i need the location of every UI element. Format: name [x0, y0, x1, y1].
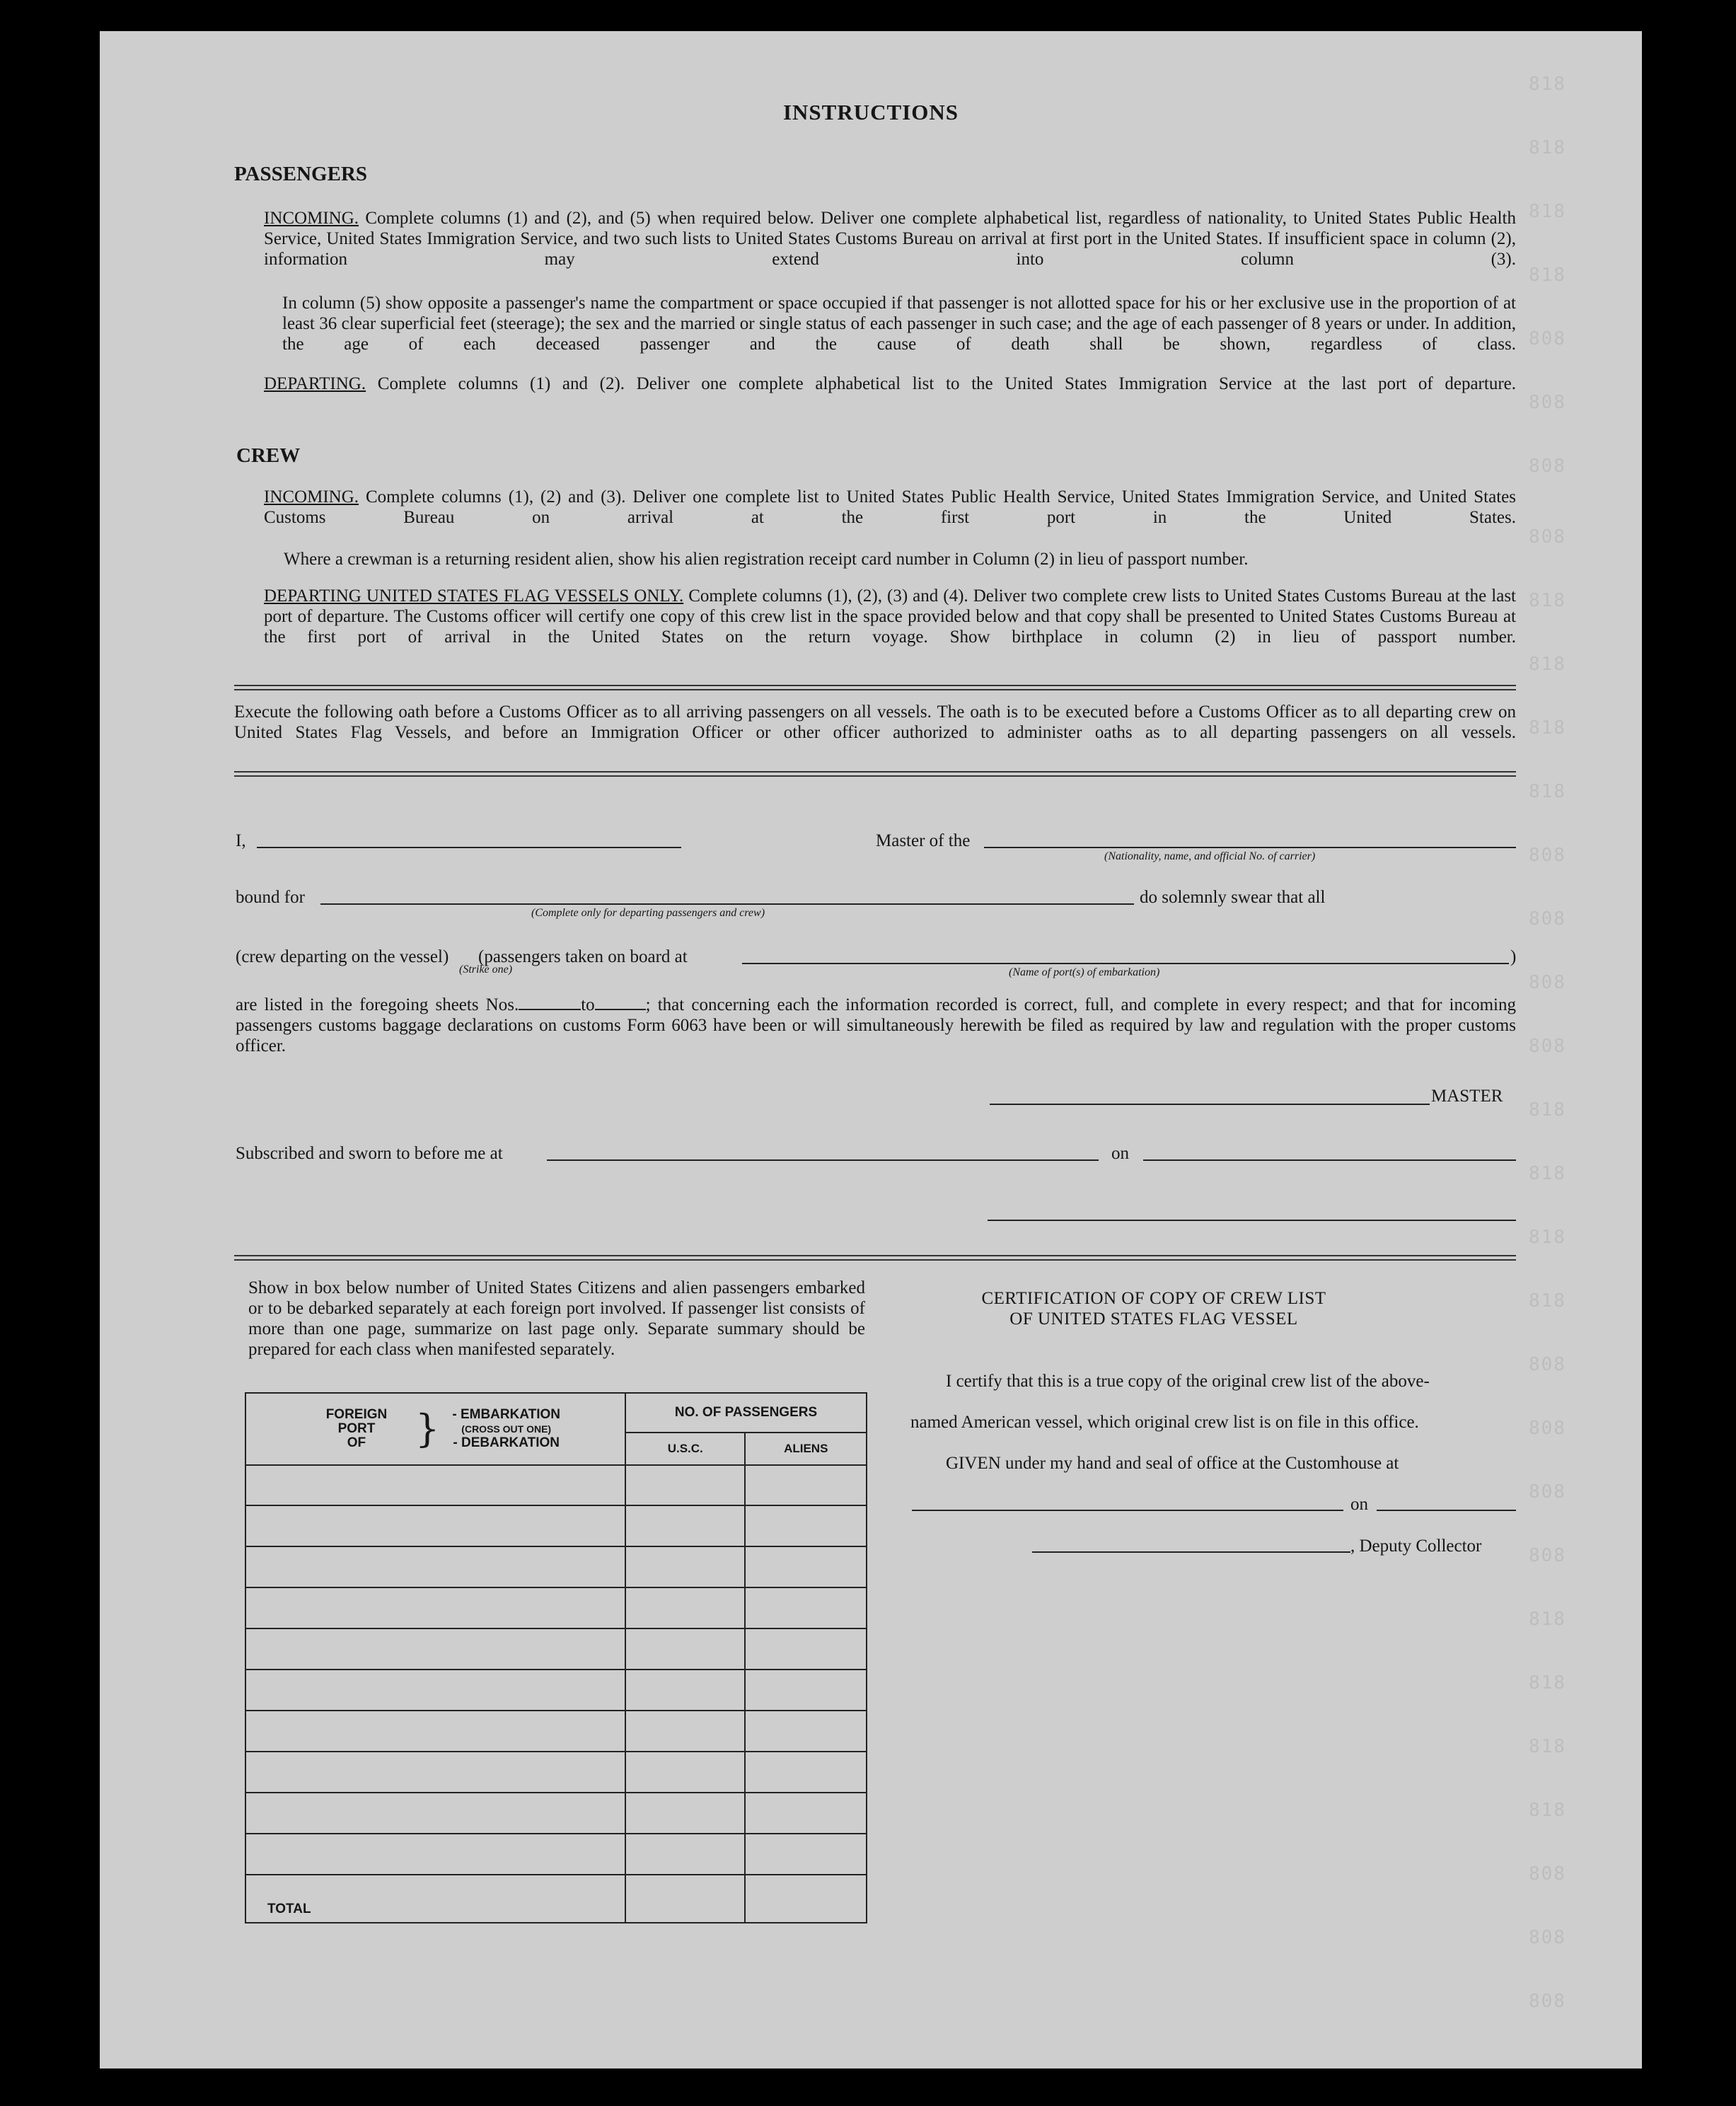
port-cell[interactable]	[245, 1711, 625, 1752]
usc-cell[interactable]	[625, 1505, 745, 1546]
passengers-incoming-paragraph	[264, 208, 1516, 270]
aliens-cell[interactable]	[745, 1834, 867, 1875]
subscribed-label: Subscribed and sworn to before me at	[236, 1144, 503, 1163]
sheet-to-field[interactable]	[595, 996, 646, 1010]
usc-header: U.S.C.	[625, 1433, 745, 1465]
certification-on-label: on	[1350, 1495, 1368, 1514]
usc-cell[interactable]	[625, 1465, 745, 1505]
embarkation-ports-caption: (Name of port(s) of embarkation)	[1009, 966, 1160, 978]
usc-cell[interactable]	[625, 1670, 745, 1711]
passengers-incoming-text: Complete columns (1) and (2), and (5) when required below. Deliver one complete alphabetical list, regardless of nationality, to United States Public Health Service, United States Immigration Service, and two such lists to United States Customs Bureau on arrival at first port in the United States. If insufficient space in column (2), information may extend into column (3).	[264, 209, 1516, 269]
carrier-field[interactable]	[984, 847, 1516, 848]
certification-date-field[interactable]	[1377, 1510, 1516, 1511]
aliens-cell[interactable]	[745, 1711, 867, 1752]
brace-icon: }	[415, 1406, 440, 1451]
bleed-through-marks: 818 818 818 818 808 808 808 808 818 818 818 818 808 808 808 808 818 818 818 818 808 808 808 808 818 818 818 818 808 808 808	[1529, 74, 1566, 2012]
subscribed-place-field[interactable]	[547, 1159, 1099, 1161]
total-usc-cell[interactable]	[625, 1875, 745, 1923]
crew-incoming-text: Complete columns (1), (2) and (3). Deliver one complete list to United States Public Health Service, United States Immigration Service, and United States Customs Bureau on arrival at the first port in the United States.	[264, 487, 1516, 527]
port-cell[interactable]	[245, 1465, 625, 1505]
header-of: OF	[347, 1435, 366, 1450]
aliens-cell[interactable]	[745, 1752, 867, 1793]
divider-rule	[234, 685, 1516, 690]
solemnly-swear-text: do solemnly swear that all	[1140, 888, 1326, 907]
port-cell[interactable]	[245, 1587, 625, 1628]
master-signature-field[interactable]	[990, 1104, 1430, 1105]
oath-i-label: I,	[236, 831, 246, 850]
master-label: MASTER	[1431, 1087, 1503, 1106]
header-foreign: FOREIGN	[325, 1407, 388, 1422]
debarkation-option[interactable]: - DEBARKATION	[453, 1435, 560, 1450]
port-cell[interactable]	[245, 1505, 625, 1546]
bound-for-caption: (Complete only for departing passengers and crew)	[531, 907, 765, 919]
port-cell[interactable]	[245, 1628, 625, 1670]
aliens-cell[interactable]	[745, 1587, 867, 1628]
embarkation-ports-field[interactable]	[742, 963, 1509, 964]
port-cell[interactable]	[245, 1752, 625, 1793]
aliens-header: ALIENS	[745, 1433, 867, 1465]
passengers-column5-paragraph: In column (5) show opposite a passenger's name the compartment or space occupied if that passenger is not allotted space for his or her exclusive use in the proportion of at least 36 clear superficial feet (steerage); the sex and the married or single status of each passenger in such case; and the age of each passenger of 8 years or under. In addition, the age of each deceased passenger and the cause of death shall be shown, regardless of class.	[282, 294, 1516, 354]
crew-heading: CREW	[236, 444, 301, 467]
deputy-collector-signature-field[interactable]	[1032, 1551, 1350, 1553]
total-label-cell	[245, 1875, 625, 1923]
certify-line2: named American vessel, which original crew list is on file in this office.	[910, 1413, 1419, 1432]
passengers-departing-label: DEPARTING.	[264, 374, 366, 393]
usc-cell[interactable]	[625, 1711, 745, 1752]
crew-incoming-label: INCOMING.	[264, 487, 359, 507]
passengers-departing-text: Complete columns (1) and (2). Deliver one complete alphabetical list to the United States Immigration Service at the last port of departure.	[377, 374, 1516, 393]
no-of-passengers-header: NO. OF PASSENGERS	[625, 1393, 867, 1433]
strike-one-caption: (Strike one)	[459, 964, 513, 976]
aliens-cell[interactable]	[745, 1465, 867, 1505]
bound-for-label: bound for	[236, 888, 305, 907]
instructions-title: INSTRUCTIONS	[782, 100, 959, 125]
crew-departing-text: Complete columns (1), (2), (3) and (4). Deliver two complete crew lists to United States Customs Bureau at the last port of departure. The Customs officer will certify one copy of this crew list in the space provided below and that copy shall be presented to United States Customs Bureau at the first port of arrival in the United States on the return voyage. Show birthplace in column (2) in lieu of passport number.	[264, 586, 1516, 647]
close-paren: )	[1510, 947, 1517, 966]
crew-departing-paragraph	[264, 586, 1516, 647]
total-aliens-cell[interactable]	[745, 1875, 867, 1923]
port-cell[interactable]	[245, 1670, 625, 1711]
divider-rule	[234, 771, 1516, 777]
passengers-heading: PASSENGERS	[234, 163, 368, 185]
carrier-caption: (Nationality, name, and official No. of carrier)	[1104, 850, 1316, 862]
crew-resident-paragraph: Where a crewman is a returning resident alien, show his alien registration receipt card number in Column (2) in lieu of passport number.	[284, 550, 1249, 569]
usc-cell[interactable]	[625, 1793, 745, 1834]
cross-out-one-note: (CROSS OUT ONE)	[461, 1423, 552, 1435]
master-of-the-label: Master of the	[876, 831, 971, 850]
embarkation-option[interactable]: - EMBARKATION	[452, 1407, 561, 1422]
usc-cell[interactable]	[625, 1587, 745, 1628]
usc-cell[interactable]	[625, 1752, 745, 1793]
port-cell[interactable]	[245, 1793, 625, 1834]
customhouse-place-field[interactable]	[912, 1510, 1343, 1511]
crew-departing-option[interactable]: (crew departing on the vessel)	[236, 947, 449, 966]
passengers-departing-paragraph	[264, 374, 1516, 394]
foreign-port-header	[245, 1393, 625, 1465]
deputy-collector-label: , Deputy Collector	[1350, 1537, 1482, 1556]
listed-text-b: ; that concerning each the information recorded is correct, full, and complete in every respect; and that for incoming passengers customs baggage declarations on customs Form 6063 have been or will simultaneously herewith be filed as required by law and regulation with the proper customs officer.	[236, 995, 1516, 1055]
port-cell[interactable]	[245, 1834, 625, 1875]
subscribed-on-label: on	[1111, 1144, 1129, 1163]
passengers-taken-option[interactable]: (passengers taken on board at	[478, 947, 688, 966]
certification-title-line1: CERTIFICATION OF COPY OF CREW LIST	[981, 1289, 1326, 1308]
usc-cell[interactable]	[625, 1546, 745, 1587]
listed-paragraph	[236, 995, 1516, 1056]
oath-intro-paragraph: Execute the following oath before a Customs Officer as to all arriving passengers on all vessels. The oath is to be executed before a Customs Officer as to all departing crew on United States Flag Vessels, and before an Immigration Officer or other officer authorized to administer oaths as to all departing passengers on all vessels.	[234, 702, 1516, 742]
listed-text-a: are listed in the foregoing sheets Nos.	[236, 995, 519, 1014]
certification-title	[906, 1288, 1401, 1329]
given-text: GIVEN under my hand and seal of office at the Customhouse at	[946, 1454, 1399, 1473]
bound-for-field[interactable]	[320, 903, 1134, 905]
passengers-incoming-label: INCOMING.	[264, 209, 359, 228]
master-name-field[interactable]	[257, 847, 681, 848]
usc-cell[interactable]	[625, 1834, 745, 1875]
port-cell[interactable]	[245, 1546, 625, 1587]
summary-intro-paragraph: Show in box below number of United States Citizens and alien passengers embarked or to be debarked separately at each foreign port involved. If passenger list consists of more than one page, summarize on last page only. Separate summary should be prepared for each class when manifested separately.	[248, 1278, 865, 1359]
aliens-cell[interactable]	[745, 1546, 867, 1587]
usc-cell[interactable]	[625, 1628, 745, 1670]
aliens-cell[interactable]	[745, 1793, 867, 1834]
crew-incoming-paragraph	[264, 487, 1516, 528]
passenger-summary-table	[245, 1392, 867, 1923]
aliens-cell[interactable]	[745, 1505, 867, 1546]
subscribed-date-field[interactable]	[1143, 1159, 1516, 1161]
crew-departing-label: DEPARTING UNITED STATES FLAG VESSELS ONLY.	[264, 586, 684, 606]
aliens-cell[interactable]	[745, 1628, 867, 1670]
certification-title-line2: OF UNITED STATES FLAG VESSEL	[1009, 1309, 1298, 1329]
aliens-cell[interactable]	[745, 1670, 867, 1711]
divider-rule	[234, 1255, 1516, 1261]
document-page	[100, 31, 1642, 2069]
officer-signature-field[interactable]	[988, 1220, 1516, 1221]
header-port: PORT	[337, 1421, 376, 1436]
certify-line1: I certify that this is a true copy of the original crew list of the above-	[946, 1372, 1430, 1391]
sheet-from-field[interactable]	[519, 996, 581, 1010]
total-label: TOTAL	[267, 1902, 311, 1916]
listed-to: to	[581, 995, 595, 1014]
